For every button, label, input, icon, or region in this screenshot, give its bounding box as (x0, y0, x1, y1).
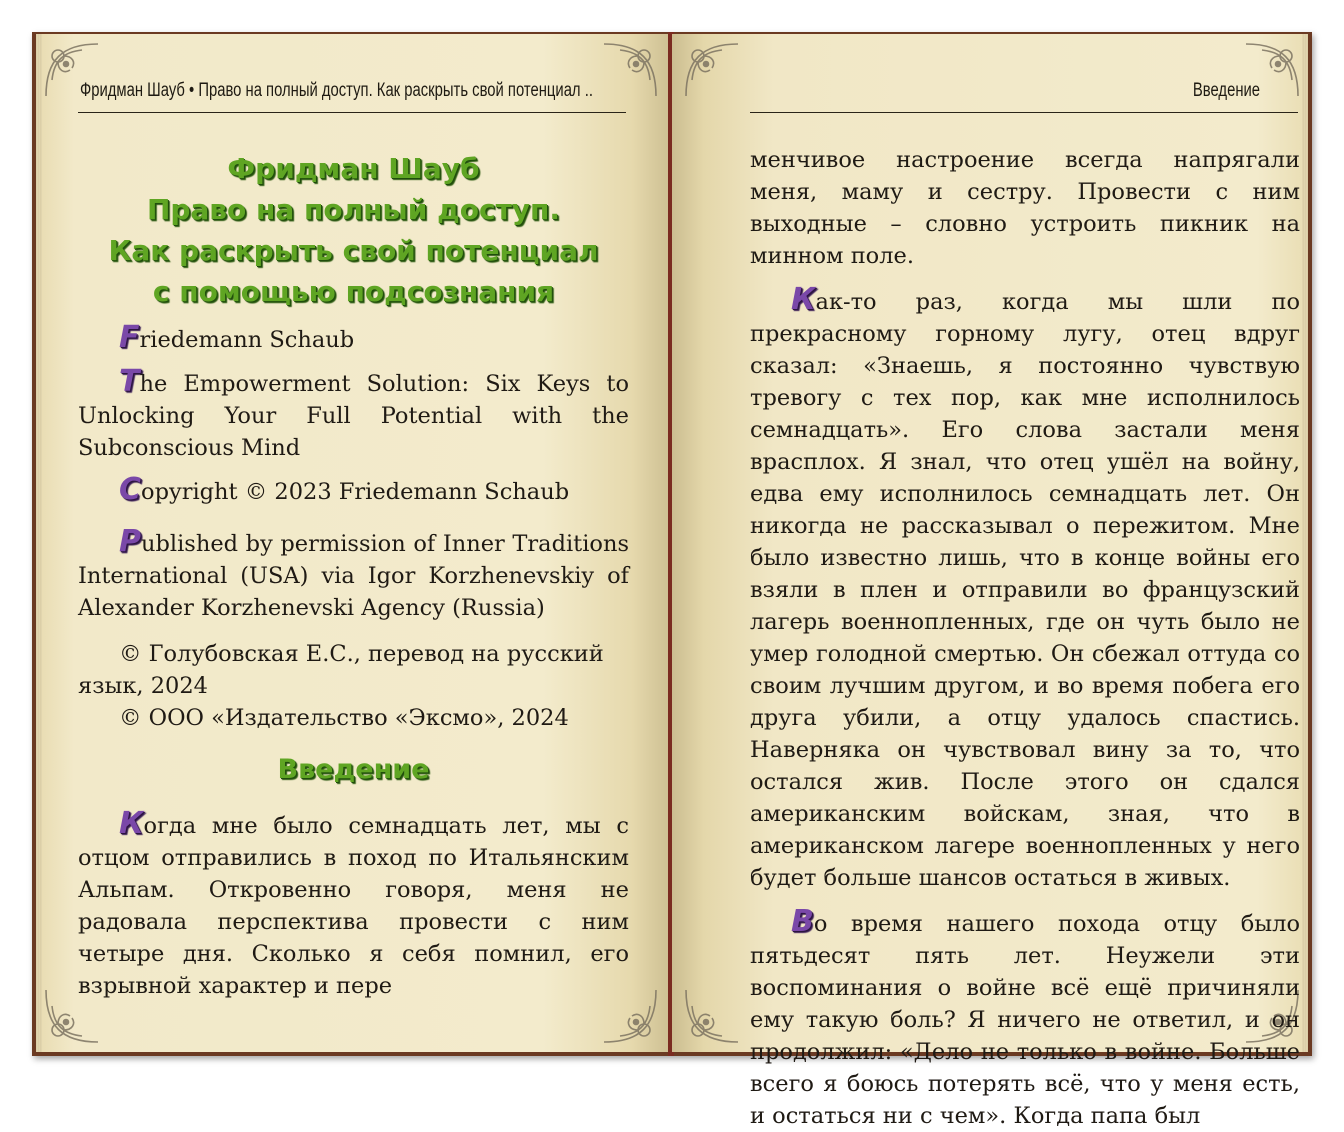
book-title-line: Право на полный доступ. (146, 193, 561, 226)
corner-ornament-icon (682, 40, 742, 100)
copyright-publisher: © ООО «Издательство «Эксмо», 2024 (119, 705, 569, 731)
book-title-line: Как раскрыть свой потенциал (108, 234, 599, 267)
copyright-translation: © Голубовская Е.С., перевод на русский язык, 2024 (78, 641, 604, 699)
right-page-text (750, 144, 1300, 1132)
drop-cap: К (119, 806, 144, 841)
paragraph-text: ак-то раз, когда мы шли по прекрасному горному лугу, отец вдруг сказал: «Знаешь, я постоянно чувствую тревогу с тех пор, как мне исполнилось семнадцать». Его слова застали меня врасплох. Я знал, что отец ушёл на войну, едва ему исполнилось семнадцать лет. Он никогда не рассказывал о пережитом. Мне было известно лишь, что в конце войны его взяли в плен и отправили во французский лагерь военнопленных, где он чуть было не умер голодной смертью. Он сбежал оттуда со своим лучшим другом, и во время побега его друга убили, а отцу удалось спастись. Наверняка он чувствовал вину за то, что остался жив. После этого он сдался американским войскам, зная, что в американском лагере военнопленных у него будет больше шансов остаться в живых. (750, 289, 1300, 891)
drop-cap: C (119, 472, 142, 507)
paragraph (78, 806, 629, 1002)
paragraph (78, 524, 629, 624)
header-rule (78, 112, 626, 113)
corner-ornament-icon (600, 40, 660, 100)
paragraph (78, 472, 629, 508)
book-title (78, 148, 629, 312)
right-running-head: Введение (1192, 80, 1260, 101)
paragraph-text: ublished by permission of Inner Traditions International (USA) via Igor Korzhenevskiy of Alexander Korzhenevski Agency (Russia) (78, 531, 629, 621)
paragraph-text: opyright © 2023 Friedemann Schaub (141, 479, 570, 505)
corner-ornament-icon (682, 986, 742, 1046)
paragraph (750, 904, 1300, 1132)
book-reader (32, 32, 1312, 1129)
drop-cap: К (791, 282, 816, 317)
paragraph (750, 282, 1300, 894)
section-heading: Введение (277, 754, 430, 785)
drop-cap: F (119, 320, 140, 355)
page-edge-stack (36, 34, 42, 1052)
left-page[interactable] (36, 34, 670, 1052)
paragraph (78, 364, 629, 464)
paragraph-text: riedemann Schaub (139, 327, 355, 353)
page-edge-stack (1302, 34, 1308, 1052)
header-rule (750, 112, 1298, 113)
drop-cap: T (119, 364, 140, 399)
paragraph-text: огда мне было семнадцать лет, мы с отцом отправились в поход по Итальянским Альпам. Откровенно говоря, меня не радовала перспектива провести с ним четыре дня. Сколько я себя помнил, его взрывной характер и пере (78, 813, 629, 999)
drop-cap: P (119, 524, 141, 559)
paragraph-continuation: менчивое настроение всегда напрягали меня, маму и сестру. Провести с ним выходные – словно устроить пикник на минном поле. (750, 147, 1300, 269)
left-running-head: Фридман Шауб • Право на полный доступ. Как раскрыть свой потенциал .. (80, 80, 593, 101)
paragraph-text: о время нашего похода отцу было пятьдесят пять лет. Неужели эти воспоминания о войне всё ещё причиняли ему такую боль? Я ничего не ответил, и он продолжил: «Дело не только в войне. Больше всего я боюсь потерять всё, что у меня есть, и остаться ни с чем». Когда папа был (750, 911, 1300, 1129)
book-title-line: Фридман Шауб (227, 152, 480, 185)
drop-cap: В (791, 904, 814, 939)
left-page-text (78, 148, 629, 1002)
book-title-line: с помощью подсознания (152, 275, 555, 308)
right-page[interactable] (672, 34, 1308, 1129)
paragraph (78, 320, 629, 356)
paragraph-text: he Empowerment Solution: Six Keys to Unlocking Your Full Potential with the Subconscious Mind (78, 371, 629, 461)
